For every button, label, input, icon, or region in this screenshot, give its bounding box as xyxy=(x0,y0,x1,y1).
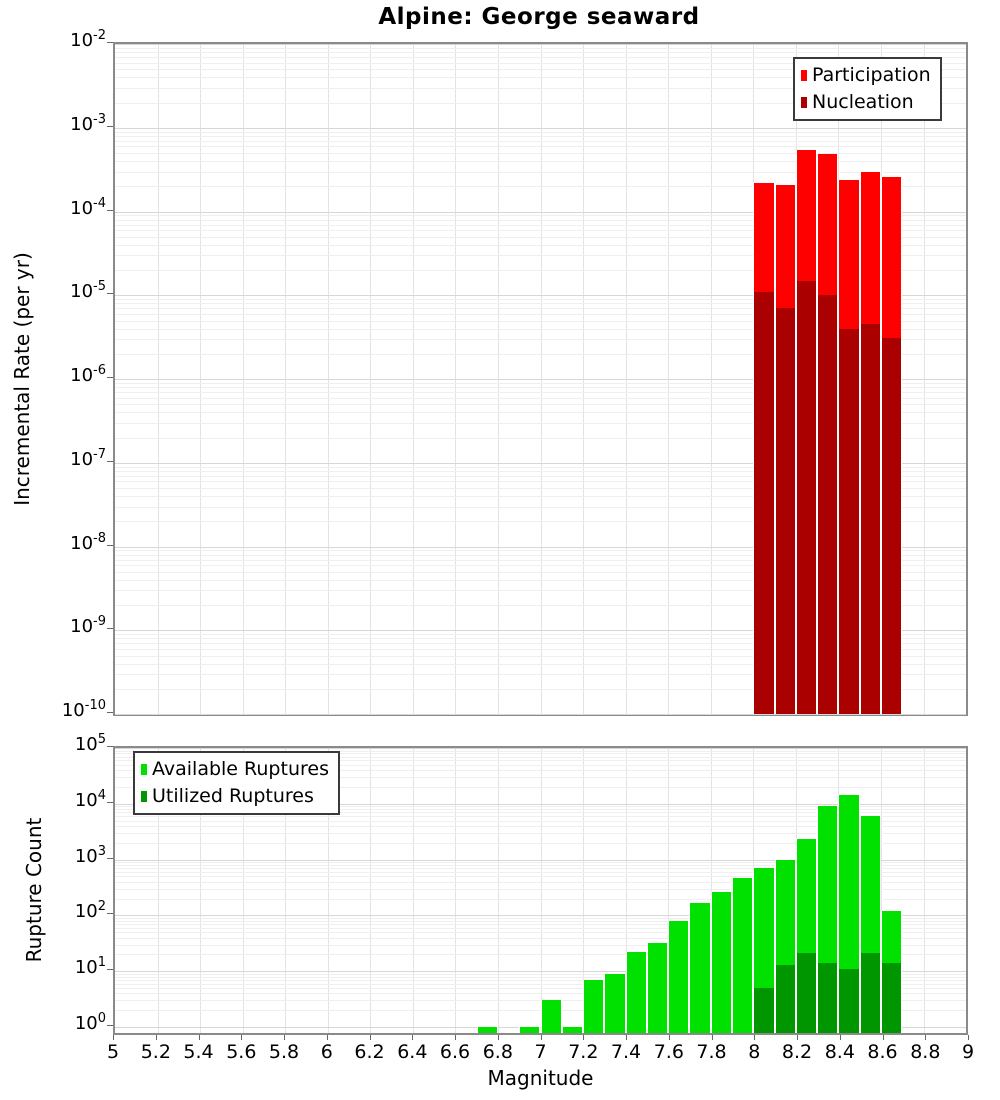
y-tick-label: $10^0$ xyxy=(74,1011,106,1034)
available-ruptures-bar xyxy=(604,974,625,1033)
available-ruptures-bar xyxy=(519,1027,540,1033)
y-tick-label: $10^{-4}$ xyxy=(70,195,106,219)
legend-item-nucleation xyxy=(801,89,931,116)
y-tick-label: $10^{-3}$ xyxy=(70,111,106,135)
utilized-ruptures-bar xyxy=(796,953,817,1033)
x-tick-mark xyxy=(455,1035,456,1040)
legend-item-participation xyxy=(801,62,931,89)
x-tick-label: 7 xyxy=(534,1041,547,1063)
top-plot-area xyxy=(113,42,968,716)
y-tick-label: $10^1$ xyxy=(74,955,106,979)
utilized-ruptures-bar xyxy=(817,963,838,1033)
utilized-ruptures-swatch-icon xyxy=(141,791,147,802)
x-tick-label: 5 xyxy=(106,1041,120,1063)
x-tick-mark xyxy=(327,1035,328,1040)
x-tick-label: 8.2 xyxy=(781,1041,813,1063)
available-ruptures-bar xyxy=(626,952,647,1033)
y-tick-label: $10^{-9}$ xyxy=(70,614,106,638)
legend-item-available-ruptures xyxy=(141,756,329,783)
x-tick-mark xyxy=(284,1035,285,1040)
x-tick-mark xyxy=(968,1035,969,1040)
x-tick-label: 7.2 xyxy=(568,1041,599,1063)
x-tick-label: 6.2 xyxy=(354,1041,385,1063)
top-y-axis-label: Incremental Rate (per yr) xyxy=(10,252,34,506)
horizontal-gridline xyxy=(115,141,966,142)
utilized-ruptures-bar xyxy=(860,953,881,1033)
horizontal-gridline xyxy=(115,44,966,45)
horizontal-gridline xyxy=(115,128,966,129)
x-tick-label: 8.6 xyxy=(867,1041,898,1063)
x-tick-label: 8 xyxy=(748,1041,761,1063)
y-tick-label: $10^5$ xyxy=(74,732,106,755)
x-tick-mark xyxy=(840,1035,841,1040)
x-tick-label: 8.4 xyxy=(824,1041,855,1063)
legend-label: Utilized Ruptures xyxy=(152,785,314,807)
x-tick-label: 5.2 xyxy=(140,1041,171,1063)
vertical-gridline xyxy=(541,748,542,1033)
x-tick-mark xyxy=(241,1035,242,1040)
x-tick-mark xyxy=(925,1035,926,1040)
x-tick-mark xyxy=(712,1035,713,1040)
x-tick-mark xyxy=(797,1035,798,1040)
x-tick-label: 8.8 xyxy=(910,1041,941,1063)
y-tick-mark xyxy=(107,545,113,546)
utilized-ruptures-bar xyxy=(775,965,796,1033)
y-tick-mark xyxy=(107,461,113,462)
vertical-gridline xyxy=(924,748,925,1033)
x-tick-label: 7.8 xyxy=(696,1041,727,1063)
participation-swatch-icon xyxy=(801,70,807,81)
available-ruptures-bar xyxy=(689,903,710,1034)
y-tick-mark xyxy=(107,802,113,803)
vertical-gridline xyxy=(498,748,499,1033)
y-tick-label: $10^{-2}$ xyxy=(70,28,106,51)
utilized-ruptures-bar xyxy=(838,969,859,1033)
x-tick-mark xyxy=(412,1035,413,1040)
x-tick-mark xyxy=(370,1035,371,1040)
nucleation-bar xyxy=(860,324,881,715)
y-tick-mark xyxy=(107,42,113,43)
nucleation-swatch-icon xyxy=(801,97,807,108)
x-tick-label: 9 xyxy=(961,1041,975,1063)
x-tick-mark xyxy=(498,1035,499,1040)
available-ruptures-bar xyxy=(583,980,604,1033)
x-tick-label: 6.4 xyxy=(397,1041,428,1063)
x-tick-mark xyxy=(626,1035,627,1040)
top-legend xyxy=(793,57,942,121)
y-tick-mark xyxy=(107,969,113,970)
horizontal-gridline xyxy=(115,52,966,53)
y-tick-mark xyxy=(107,858,113,859)
legend-item-utilized-ruptures xyxy=(141,783,329,810)
y-tick-label: $10^{-8}$ xyxy=(70,530,106,554)
x-tick-label: 7.4 xyxy=(610,1041,642,1063)
y-tick-mark xyxy=(107,1025,113,1026)
x-tick-label: 6 xyxy=(320,1041,333,1063)
bottom-legend xyxy=(133,751,340,815)
available-ruptures-bar xyxy=(647,943,668,1033)
horizontal-gridline xyxy=(115,748,966,749)
available-ruptures-bar xyxy=(668,921,689,1033)
available-ruptures-bar xyxy=(711,892,732,1033)
y-tick-mark xyxy=(107,712,113,713)
y-tick-mark xyxy=(107,628,113,629)
nucleation-bar xyxy=(775,308,796,714)
y-tick-label: $10^{-7}$ xyxy=(70,446,106,470)
nucleation-bar xyxy=(881,338,902,714)
y-tick-mark xyxy=(107,210,113,211)
x-tick-mark xyxy=(541,1035,542,1040)
x-tick-mark xyxy=(883,1035,884,1040)
x-tick-mark xyxy=(156,1035,157,1040)
horizontal-gridline xyxy=(115,146,966,147)
bottom-y-axis-label: Rupture Count xyxy=(22,817,46,963)
legend-label: Available Ruptures xyxy=(152,758,329,780)
utilized-ruptures-bar xyxy=(753,988,774,1033)
x-axis-label: Magnitude xyxy=(487,1066,594,1090)
utilized-ruptures-bar xyxy=(881,963,902,1033)
vertical-gridline xyxy=(413,748,414,1033)
y-tick-mark xyxy=(107,293,113,294)
y-tick-label: $10^{-5}$ xyxy=(70,279,106,303)
y-tick-mark xyxy=(107,913,113,914)
available-ruptures-swatch-icon xyxy=(141,764,147,775)
available-ruptures-bar xyxy=(477,1027,498,1033)
chart-title: Alpine: George seaward xyxy=(378,4,700,30)
nucleation-bar xyxy=(753,292,774,714)
available-ruptures-bar xyxy=(541,1000,562,1033)
y-tick-label: $10^4$ xyxy=(74,787,106,811)
x-tick-label: 5.8 xyxy=(268,1041,300,1063)
x-tick-label: 6.8 xyxy=(482,1041,513,1063)
horizontal-gridline xyxy=(115,132,966,133)
y-tick-label: $10^3$ xyxy=(74,843,106,867)
horizontal-gridline xyxy=(115,48,966,49)
available-ruptures-bar xyxy=(562,1027,583,1033)
x-tick-mark xyxy=(113,1035,114,1040)
horizontal-gridline xyxy=(115,714,966,715)
y-tick-mark xyxy=(107,746,113,747)
legend-label: Nucleation xyxy=(812,91,914,113)
y-tick-label: $10^{-6}$ xyxy=(70,363,106,386)
nucleation-bar xyxy=(796,281,817,715)
available-ruptures-bar xyxy=(732,878,753,1033)
y-tick-mark xyxy=(107,377,113,378)
y-tick-mark xyxy=(107,126,113,127)
x-tick-label: 5.4 xyxy=(183,1041,214,1063)
x-tick-mark xyxy=(754,1035,755,1040)
x-tick-label: 7.6 xyxy=(653,1041,684,1063)
x-tick-label: 6.6 xyxy=(439,1041,471,1063)
nucleation-bar xyxy=(838,329,859,714)
y-tick-label: $10^{-10}$ xyxy=(61,698,106,721)
x-tick-mark xyxy=(199,1035,200,1040)
vertical-gridline xyxy=(370,748,371,1033)
horizontal-gridline xyxy=(115,136,966,137)
x-tick-mark xyxy=(669,1035,670,1040)
vertical-gridline xyxy=(455,748,456,1033)
nucleation-bar xyxy=(817,295,838,714)
x-tick-label: 5.6 xyxy=(226,1041,257,1063)
x-tick-mark xyxy=(583,1035,584,1040)
y-tick-label: $10^2$ xyxy=(74,899,106,923)
legend-label: Participation xyxy=(812,64,931,86)
